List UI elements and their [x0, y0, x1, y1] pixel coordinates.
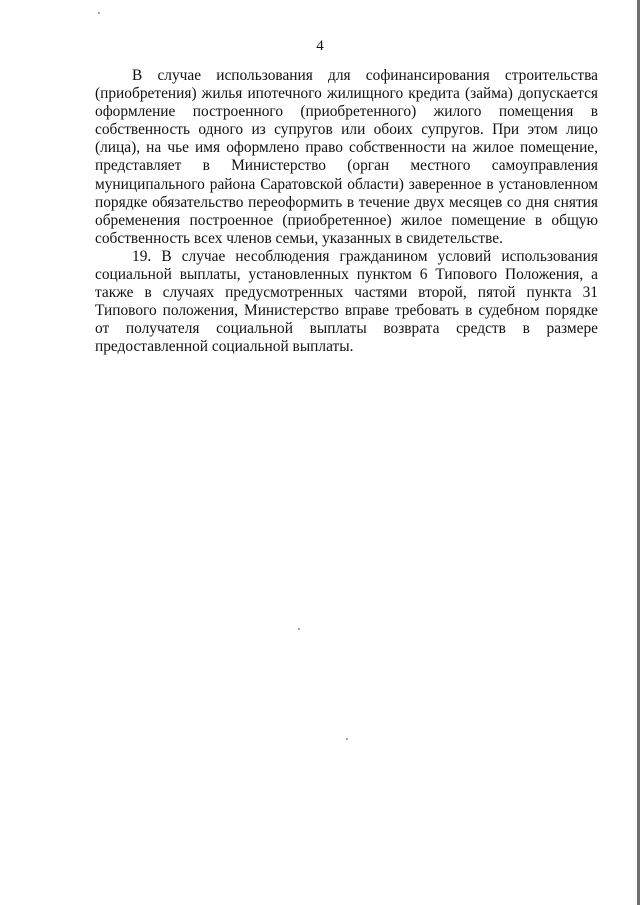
paragraph-19-refund: 19. В случае несоблюдения гражданином условий использования социальной выплаты, установленных пунктом 6 Типового Положения, а также в случаях предусмотренных частями второй, пятой пункта 31 Типового положения, Министерство вправе требовать в судебном порядке от получателя социальной выплаты возврата средств в размере предоставленной социальной выплаты.: [95, 247, 598, 356]
scan-speck: [98, 12, 100, 14]
scan-speck: [298, 628, 300, 630]
paragraph-mortgage-ownership: В случае использования для софинансирования строительства (приобретения) жилья ипотечного жилищного кредита (займа) допускается оформление построенного (приобретенного) жилого помещения в собственность одного из супругов или обоих супругов. При этом лицо (лица), на чье имя оформлено право собственности на жилое помещение, представляет в Министерство (орган местного самоуправления муниципального района Саратовской области) заверенное в установленном порядке обязательство переоформить в течение двух месяцев со дня снятия обременения построенное (приобретенное) жилое помещение в общую собственность всех членов семьи, указанных в свидетельстве.: [95, 67, 598, 247]
page-number: 4: [316, 38, 324, 54]
scan-speck: [346, 738, 348, 740]
document-body: [95, 67, 598, 357]
